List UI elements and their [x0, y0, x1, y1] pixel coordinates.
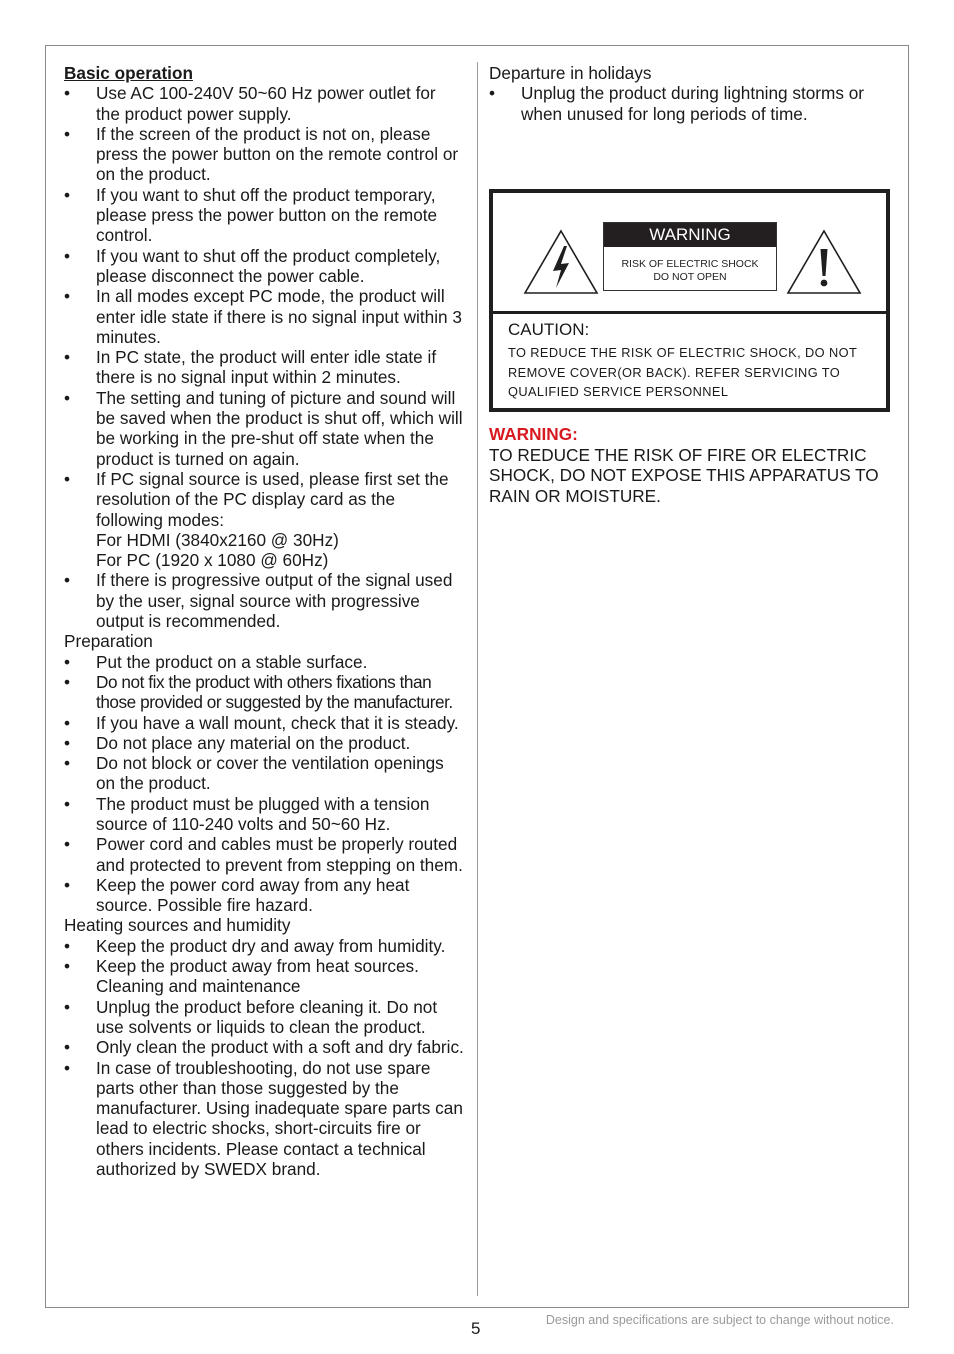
preparation-title: Preparation [64, 631, 153, 652]
list-item: • If there is progressive output of the signal used by the user, signal source with progressive output is recommended. [64, 570, 464, 631]
departure-title: Departure in holidays [489, 63, 652, 83]
list-item: • The setting and tuning of picture and sound will be saved when the product is shut off, which will be working in the pre-shut off state when the product is turned on again. [64, 388, 464, 469]
mode-pc: For PC (1920 x 1080 @ 60Hz) [96, 550, 329, 571]
list-item: • In case of troubleshooting, do not use spare parts other than those suggested by the manufacturer. Using inadequate spare parts can lead to electric shocks, short-circuits fire or others incidents. Please contact a technical authorized by SWEDX brand. [64, 1058, 464, 1180]
list-item: • Only clean the product with a soft and dry fabric. [64, 1037, 464, 1057]
list-item: • If you have a wall mount, check that it is steady. [64, 713, 464, 733]
list-item: • If the screen of the product is not on, please press the power button on the remote control or on the product. [64, 124, 464, 185]
list-item: • Unplug the product before cleaning it. Do not use solvents or liquids to clean the product. [64, 997, 464, 1038]
risk-label-line-1: RISK OF ELECTRIC SHOCK [621, 258, 759, 270]
warning-label-box [489, 189, 890, 412]
risk-label-text [604, 258, 776, 283]
list-item: • Keep the power cord away from any heat source. Possible fire hazard. [64, 875, 464, 916]
heating-title: Heating sources and humidity [64, 915, 291, 936]
basic-operation-heading: Basic operation [64, 63, 193, 83]
risk-label-title: WARNING [604, 223, 776, 247]
caution-text: TO REDUCE THE RISK OF ELECTRIC SHOCK, DO NOT REMOVE COVER(OR BACK). REFER SERVICING TO QUALIFIED SERVICE PERSONNEL [508, 345, 857, 399]
list-item: • Put the product on a stable surface. [64, 652, 464, 672]
label-separator [493, 311, 886, 314]
list-item-text: If PC signal source is used, please first set the resolution of the PC display card as the following modes: [96, 468, 449, 530]
column-divider [477, 62, 478, 1296]
list-item [64, 956, 464, 997]
basic-operation-list [64, 83, 464, 631]
list-item: • Use AC 100-240V 50~60 Hz power outlet for the product power supply. [64, 83, 464, 124]
exclamation-triangle-icon [786, 229, 862, 295]
list-item: • Keep the product dry and away from humidity. [64, 936, 464, 956]
risk-label-line-2: DO NOT OPEN [653, 270, 727, 283]
list-item: • Do not block or cover the ventilation openings on the product. [64, 753, 464, 794]
risk-label [603, 222, 777, 291]
warning-block [489, 424, 899, 506]
list-item: • In all modes except PC mode, the product will enter idle state if there is no signal input within 3 minutes. [64, 286, 464, 347]
page-number: 5 [471, 1319, 481, 1338]
footer-note: Design and specifications are subject to change without notice. [545, 1313, 894, 1327]
warning-title: WARNING: [489, 424, 578, 444]
list-item: • Power cord and cables must be properly routed and protected to prevent from stepping on them. [64, 834, 464, 875]
heating-list [64, 936, 464, 1180]
caution-title: CAUTION: [508, 320, 590, 339]
preparation-list [64, 652, 464, 916]
list-item-text: Keep the product away from heat sources. [96, 956, 419, 977]
left-column [64, 63, 464, 1179]
list-item: • In PC state, the product will enter idle state if there is no signal input within 2 minutes. [64, 347, 464, 388]
departure-list [489, 83, 899, 124]
list-item: • Do not place any material on the product. [64, 733, 464, 753]
list-item: • Do not fix the product with others fixations than those provided or suggested by the manufacturer. [64, 672, 464, 713]
mode-hdmi: For HDMI (3840x2160 @ 30Hz) [96, 529, 339, 550]
list-item [64, 469, 464, 570]
list-item: • If you want to shut off the product completely, please disconnect the power cable. [64, 246, 464, 287]
warning-text: TO REDUCE THE RISK OF FIRE OR ELECTRIC SHOCK, DO NOT EXPOSE THIS APPARATUS TO RAIN OR MOISTURE. [489, 444, 879, 506]
lightning-triangle-icon [523, 229, 599, 295]
list-item: • Unplug the product during lightning storms or when unused for long periods of time. [489, 83, 899, 124]
right-column [489, 63, 899, 124]
list-item: • The product must be plugged with a tension source of 110-240 volts and 50~60 Hz. [64, 794, 464, 835]
list-item: • If you want to shut off the product temporary, please press the power button on the remote control. [64, 185, 464, 246]
cleaning-title: Cleaning and maintenance [96, 976, 301, 997]
